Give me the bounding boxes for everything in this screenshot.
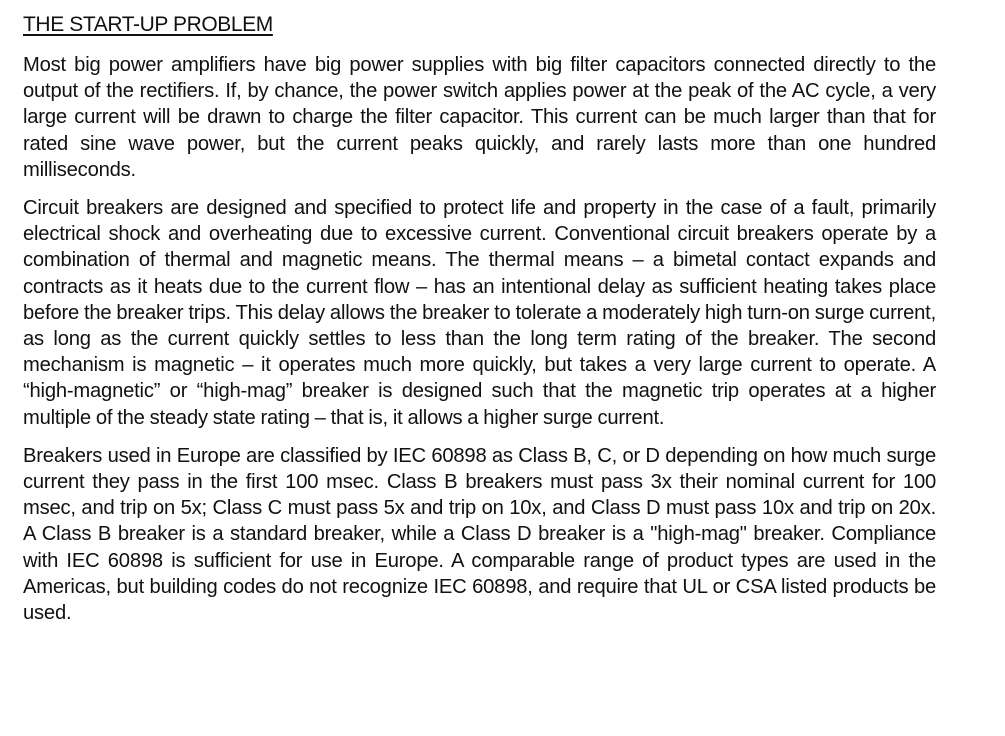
section-heading: THE START-UP PROBLEM: [23, 13, 273, 36]
paragraph-iec-60898: Breakers used in Europe are classified by IEC 60898 as Class B, C, or D depending on how much surge current they pass in the first 100 msec. Class B breakers must pass 3x their nominal current for 100 msec, and trip on 5x; Class C must pass 5x and trip on 10x, and Class D must pass 10x and trip on 20x. A Class B breaker is a standard breaker, while a Class D breaker is a "high-mag" breaker. Compliance with IEC 60898 is sufficient for use in Europe. A comparable range of product types are used in the Americas, but building codes do not recognize IEC 60898, and require that UL or CSA listed products be used.: [23, 444, 936, 625]
paragraph-circuit-breakers: Circuit breakers are designed and specified to protect life and property in the case of a fault, primarily electrical shock and overheating due to excessive current. Conventional circuit breakers operate by a combination of thermal and magnetic means. The thermal means – a bimetal contact expands and contracts as it heats due to the current flow – has an intentional delay as sufficient heating takes place before the breaker trips. This delay allows the breaker to tolerate a moderately high turn-on surge current, as long as the current quickly settles to less than the long term rating of the breaker. The second mechanism is magnetic – it operates much more quickly, but takes a very large current to operate. A “high-magnetic” or “high-mag” breaker is designed such that the magnetic trip operates at a higher multiple of the steady state rating – that is, it allows a higher surge current.: [23, 197, 936, 429]
paragraph-startup-surge: Most big power amplifiers have big power supplies with big filter capacitors connected directly to the output of the rectifiers. If, by chance, the power switch applies power at the peak of the AC cycle, a very large current will be drawn to charge the filter capacitor. This current can be much larger than that for rated sine wave power, but the current peaks quickly, and rarely lasts more than one hundred milliseconds.: [23, 54, 936, 181]
document-page: [23, 10, 936, 638]
